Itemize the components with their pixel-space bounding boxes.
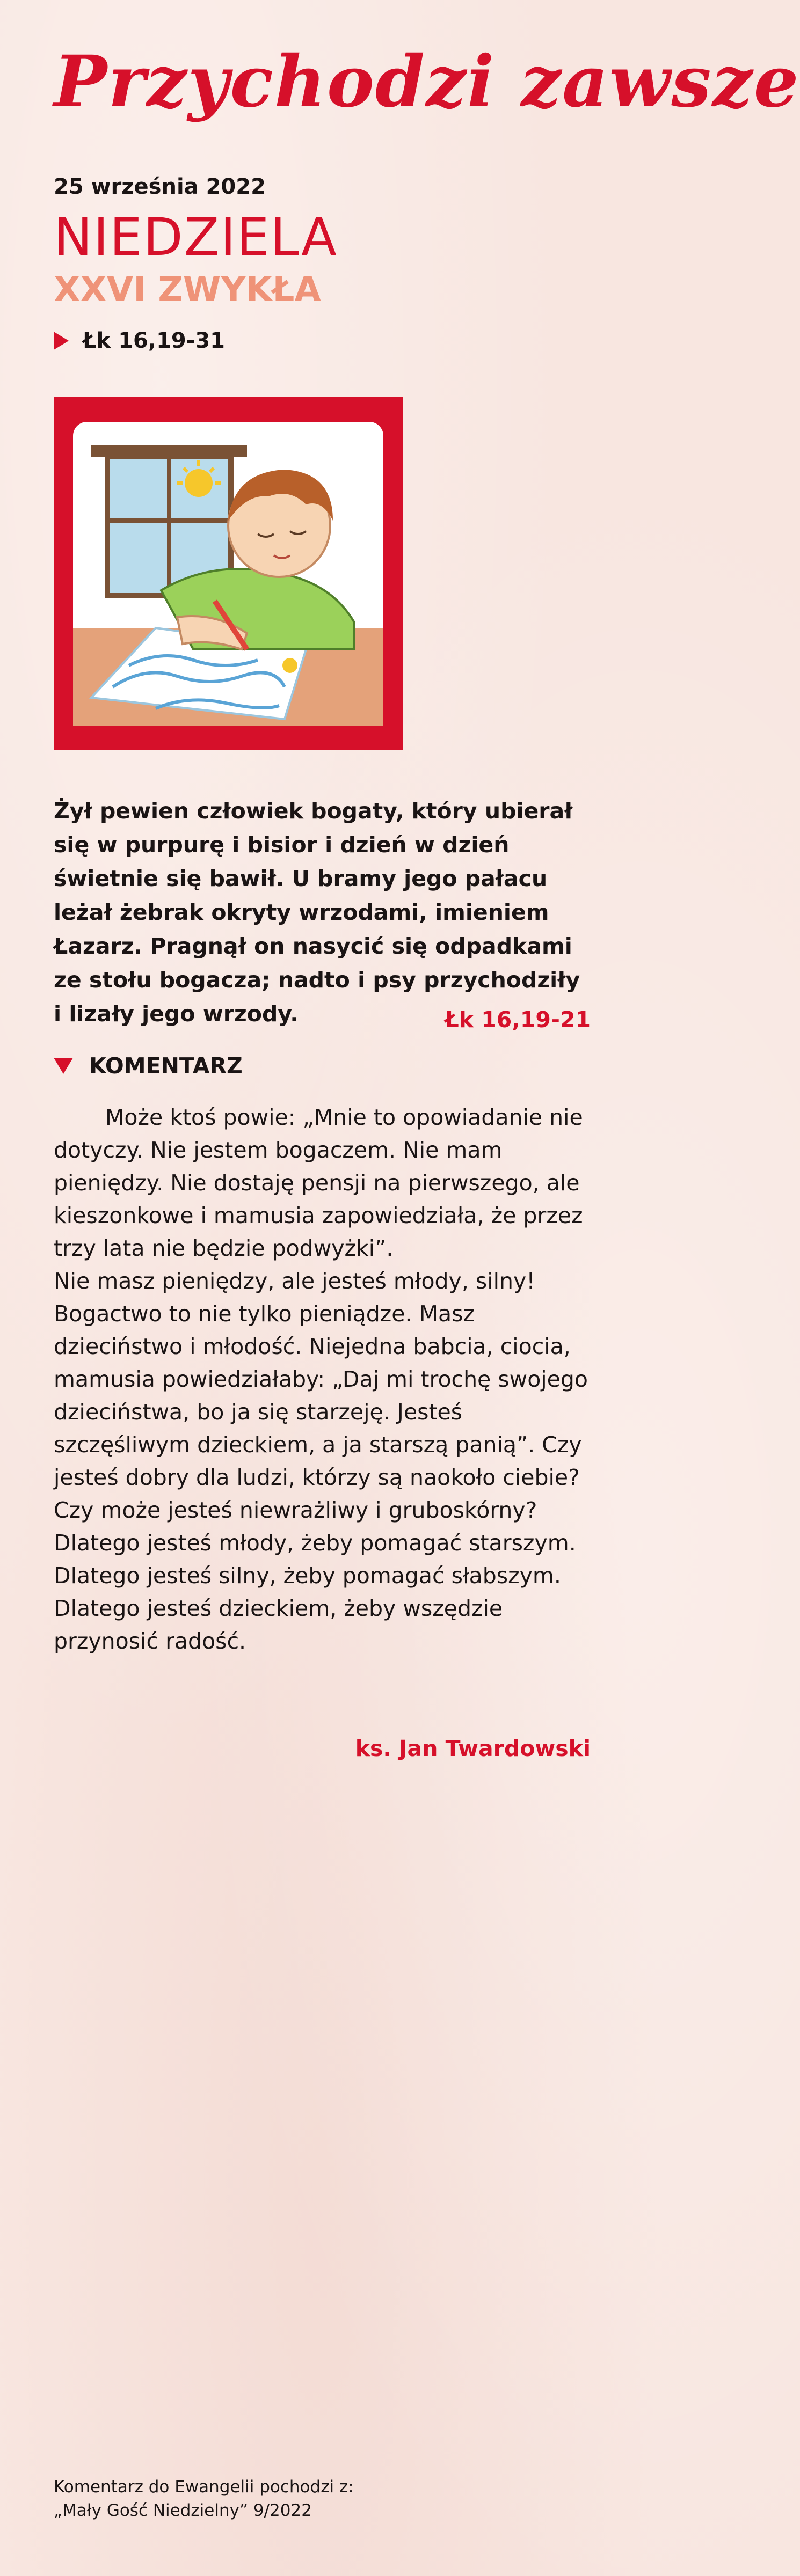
liturgy-day: NIEDZIELA <box>54 207 338 267</box>
footer-source <box>54 2475 591 2522</box>
triangle-right-icon <box>54 332 69 350</box>
page-title: Przychodzi zawsze <box>54 40 800 123</box>
footer-line: Komentarz do Ewangelii pochodzi z: <box>54 2477 354 2497</box>
triangle-down-icon <box>54 1058 73 1074</box>
boy-drawing-image <box>54 397 403 750</box>
comment-body <box>54 1101 591 1658</box>
comment-heading <box>54 1053 243 1079</box>
reading-reference-text: Łk 16,19-31 <box>83 328 225 353</box>
comment-heading-label: KOMENTARZ <box>89 1053 243 1079</box>
gospel-text: Żył pewien człowiek bogaty, który ubierał się w purpurę i bisior i dzień w dzień świetnie się bawił. U bramy jego pałacu leżał żebrak okryty wrzodami, imieniem Łazarz. Pragnął on nasycić się odpadkami ze stołu bogacza; nadto i psy przychodziły i lizały jego wrzody. <box>54 798 580 1027</box>
reading-reference <box>54 328 225 353</box>
comment-paragraph: Może ktoś powie: „Mnie to opowiadanie nie dotyczy. Nie jestem bogaczem. Nie mam pieniędzy. Nie dostaję pensji na pierwszego, ale kieszonkowe i mamusia zapowiedziała, że przez trzy lata nie będzie podwyżki”. <box>54 1104 583 1261</box>
comment-author: ks. Jan Twardowski <box>355 1736 591 1761</box>
footer-line: „Mały Gość Niedzielny” 9/2022 <box>54 2501 312 2520</box>
liturgy-date: 25 września 2022 <box>54 174 266 199</box>
comment-paragraph: Nie masz pieniędzy, ale jesteś młody, silny! Bogactwo to nie tylko pieniądze. Masz dzieciństwo i młodość. Niejedna babcia, ciocia, mamusia powiedziałaby: „Daj mi trochę swojego dzieciństwa, bo ja się starzeję. Jesteś szczęśliwym dzieckiem, a ja starszą panią”. Czy jesteś dobry dla ludzi, którzy są naokoło ciebie? Czy może jesteś niewrażliwy i gruboskórny? Dlatego jesteś młody, żeby pomagać starszym. Dlatego jesteś silny, żeby pomagać słabszym. Dlatego jesteś dzieckiem, żeby wszędzie przynosić radość. <box>54 1268 588 1654</box>
liturgy-week: XXVI ZWYKŁA <box>54 270 321 310</box>
gospel-reference: Łk 16,19-21 <box>445 1007 591 1033</box>
illustration-boy-drawing <box>54 397 403 750</box>
